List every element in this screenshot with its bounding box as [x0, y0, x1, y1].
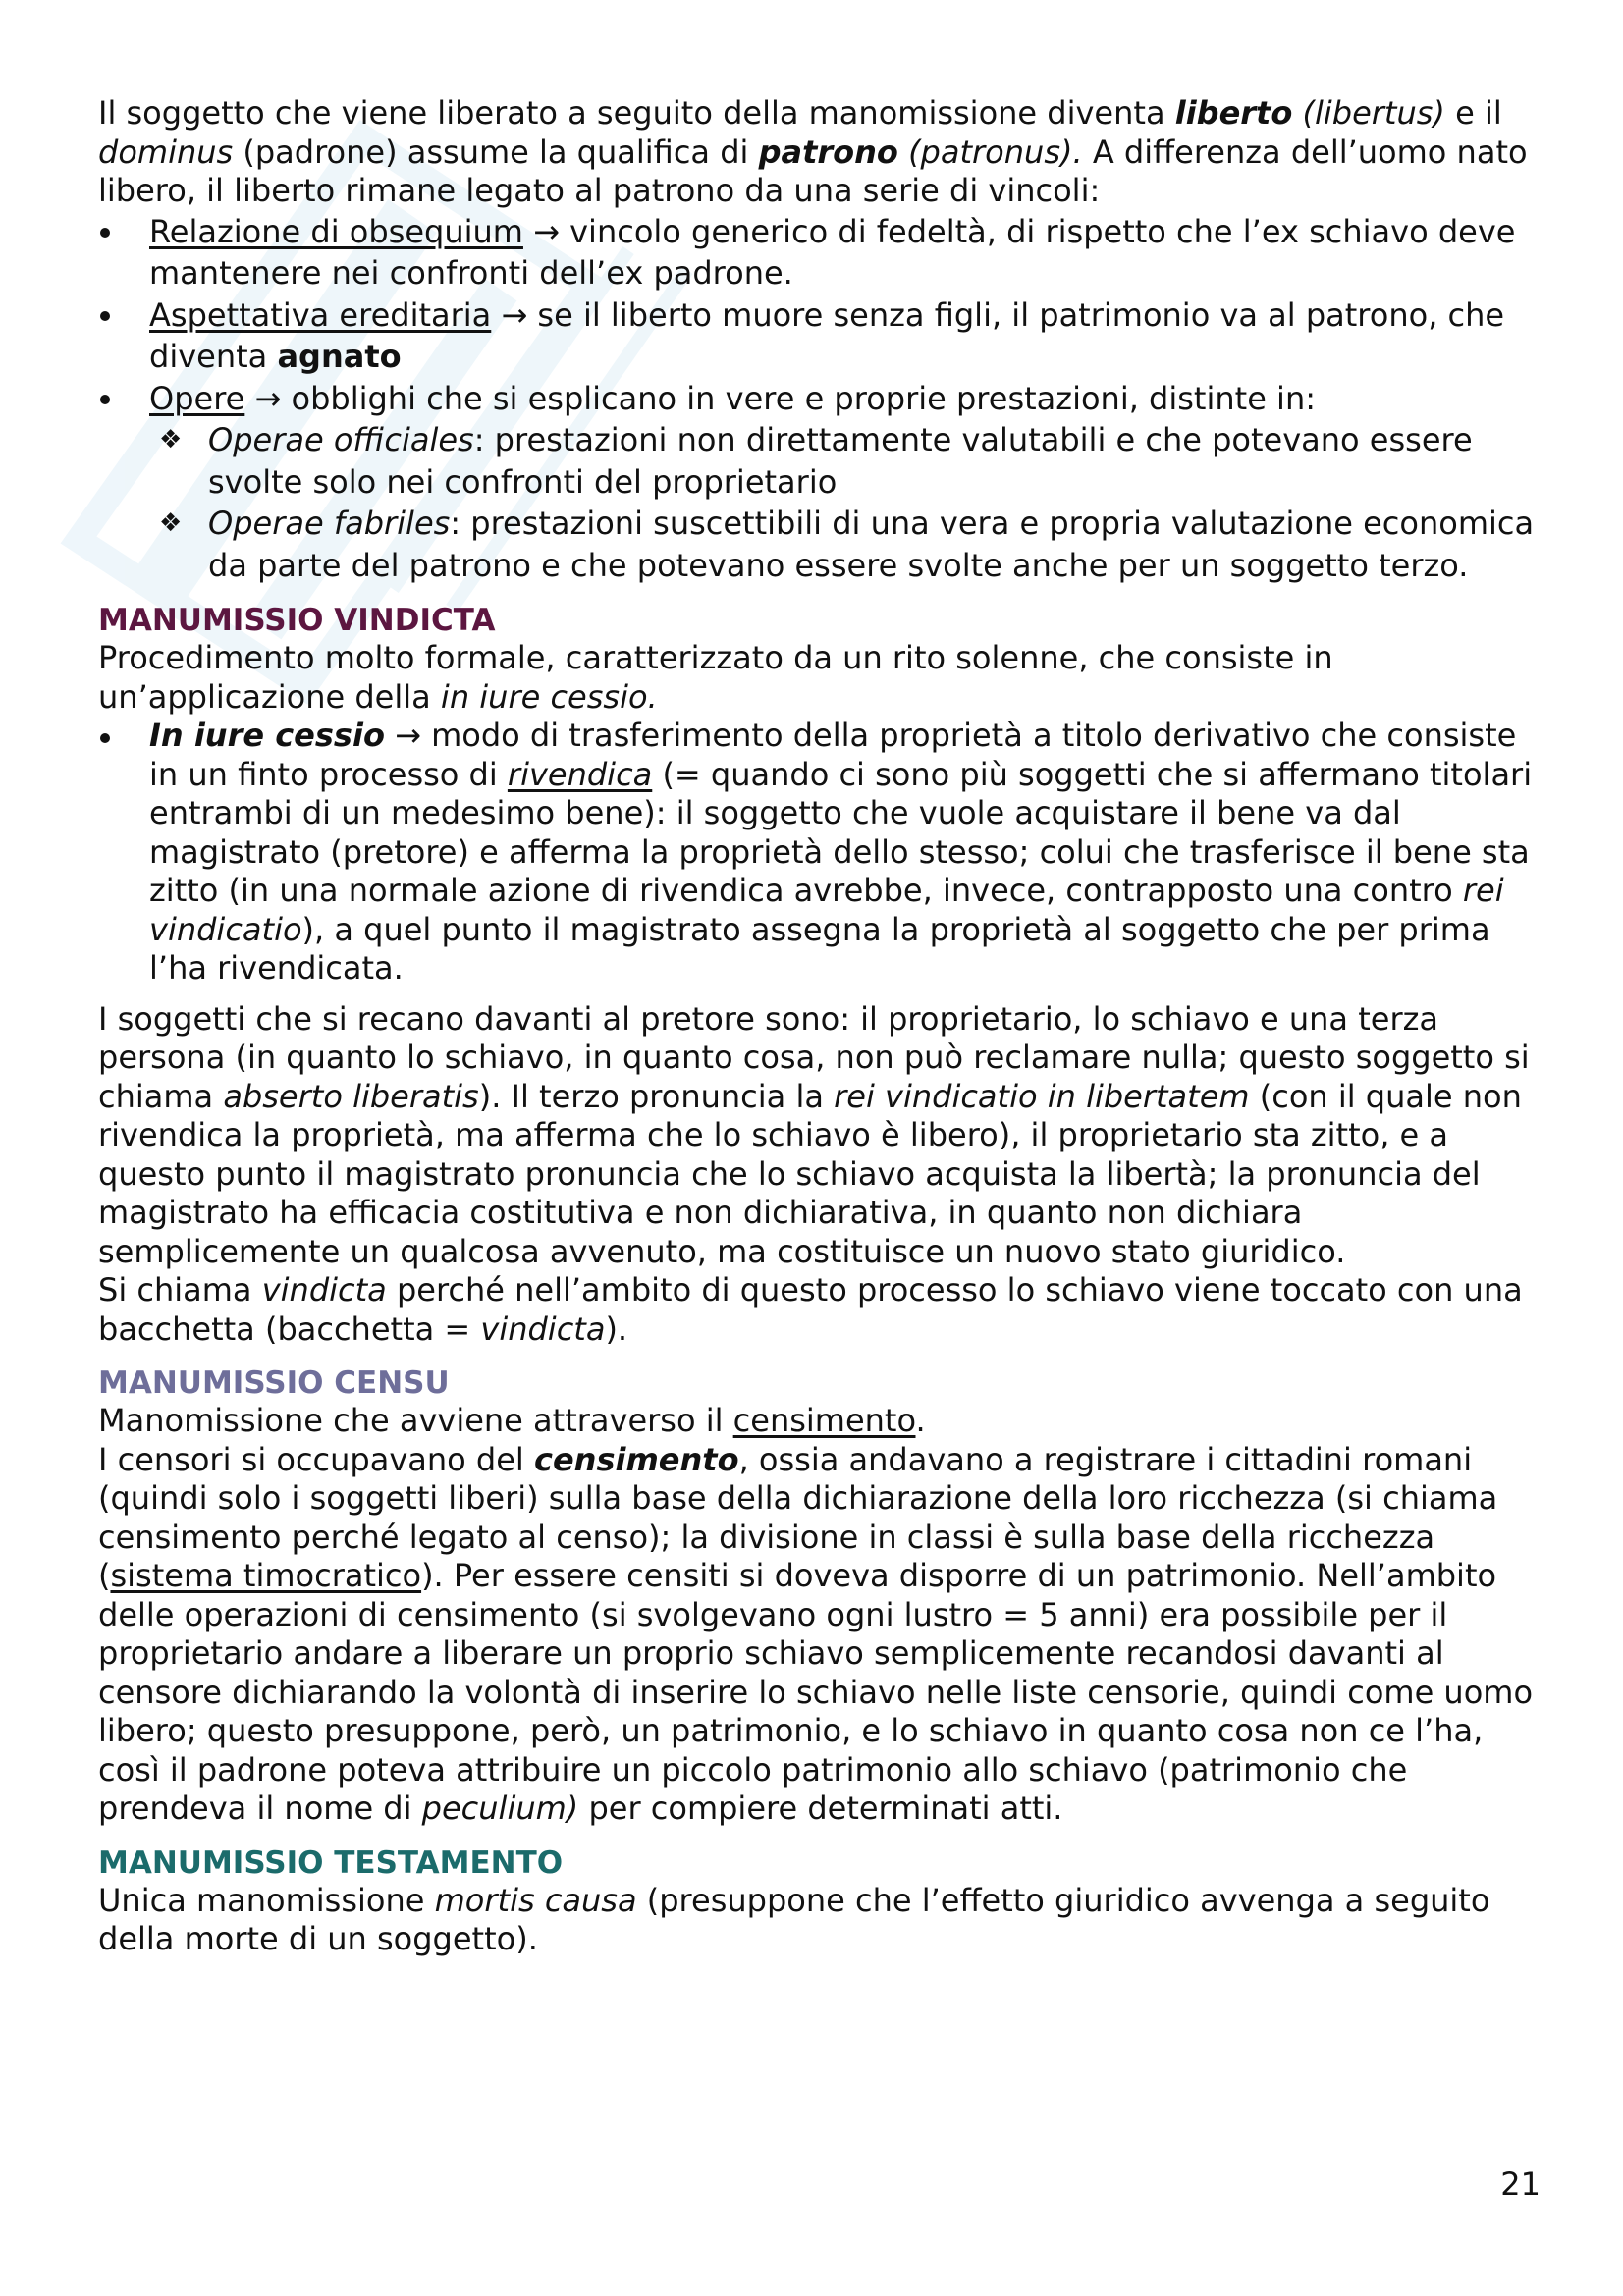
list-item: Relazione di obsequium → vincolo generico di fedeltà, di rispetto che l’ex schiavo deve mantenere nei confronti dell’ex padrone.: [98, 211, 1542, 294]
diamond-bullet-icon: ❖: [159, 425, 183, 454]
list-item: In iure cessio → modo di trasferimento della proprietà a titolo derivativo che consiste in un finto processo di rivendica (= quando ci sono più soggetti che si affermano titolari entrambi di un medesimo bene): il soggetto che vuole acquistare il bene va dal magistrato (pretore) e afferma la proprietà dello stesso; colui che trasferisce il bene sta zitto (in una normale azione di rivendica avrebbe, invece, contrapposto una contro rei vindicatio), a quel punto il magistrato assegna la proprietà al soggetto che per prima l’ha rivendicata.: [98, 717, 1542, 988]
testamento-paragraph: Unica manomissione mortis causa (presuppone che l’effetto giuridico avvenga a seguito della morte di un soggetto).: [98, 1881, 1490, 1957]
section-heading-testamento: MANUMISSIO TESTAMENTO: [98, 1844, 564, 1881]
censu-intro: Manomissione che avviene attraverso il censimento.: [98, 1402, 926, 1439]
diamond-bullet-icon: ❖: [159, 508, 183, 538]
vindicta-intro: Procedimento molto formale, caratterizzato da un rito solenne, che consiste in un’applicazione della in iure cessio.: [98, 639, 1333, 716]
section-heading-vindicta: MANUMISSIO VINDICTA: [98, 603, 496, 638]
section-heading-censu: MANUMISSIO CENSU: [98, 1365, 450, 1401]
list-item: Opere → obblighi che si esplicano in vere e proprie prestazioni, distinte in:: [98, 378, 1542, 420]
intro-paragraph: Il soggetto che viene liberato a seguito della manomissione diventa liberto (libertus) e il dominus (padrone) assume la qualifica di patrono (patronus). A differenza dell’uomo nato libero, il liberto rimane legato al patrono da una serie di vincoli:: [98, 94, 1528, 209]
vindicta-paragraph-2: Si chiama vindicta perché nell’ambito di questo processo lo schiavo viene toccato con una bacchetta (bacchetta = vindicta).: [98, 1271, 1523, 1348]
list-item-text: Operae officiales: prestazioni non direttamente valutabili e che potevano essere svolte solo nei confronti del proprietario: [208, 421, 1473, 501]
vindicta-list: [98, 717, 1542, 988]
list-item-text: Operae fabriles: prestazioni suscettibili di una vera e propria valutazione economica da parte del patrono e che potevano essere svolte anche per un soggetto terzo.: [208, 505, 1535, 584]
list-item: [159, 503, 1542, 586]
censu-paragraph: I censori si occupavano del censimento, ossia andavano a registrare i cittadini romani (quindi solo i soggetti liberi) sulla base della dichiarazione della loro ricchezza (si chiama censimento perché legato al censo); la divisione in classi è sulla base della ricchezza (sistema timocratico). Per essere censiti si doveva disporre di un patrimonio. Nell’ambito delle operazioni di censimento (si svolgevano ogni lustro = 5 anni) era possibile per il proprietario andare a liberare un proprio schiavo semplicemente recandosi davanti al censore dichiarando la volontà di inserire lo schiavo nelle liste censorie, quindi come uomo libero; questo presuppone, però, un patrimonio, e lo schiavo in quanto cosa non ce l’ha, così il padrone poteva attribuire un piccolo patrimonio allo schiavo (patrimonio che prendeva il nome di peculium) per compiere determinati atti.: [98, 1440, 1534, 1827]
patron-bonds-list: [98, 211, 1542, 420]
page-number: 21: [1500, 2165, 1541, 2203]
vindicta-paragraph: I soggetti che si recano davanti al pretore sono: il proprietario, lo schiavo e una terza persona (in quanto lo schiavo, in quanto cosa, non può reclamare nulla; questo soggetto si chiama abserto liberatis). Il terzo pronuncia la rei vindicatio in libertatem (con il quale non rivendica la proprietà, ma afferma che lo schiavo è libero), il proprietario sta zitto, e a questo punto il magistrato pronuncia che lo schiavo acquista la libertà; la pronuncia del magistrato ha efficacia costitutiva e non dichiarativa, in quanto non dichiara semplicemente un qualcosa avvenuto, ma costituisce un nuovo stato giuridico.: [98, 999, 1530, 1270]
list-item: Aspettativa ereditaria → se il liberto muore senza figli, il patrimonio va al patrono, che diventa agnato: [98, 294, 1542, 378]
list-item: [159, 419, 1542, 503]
document-page: [98, 94, 1542, 1959]
opere-sublist: [159, 419, 1542, 586]
